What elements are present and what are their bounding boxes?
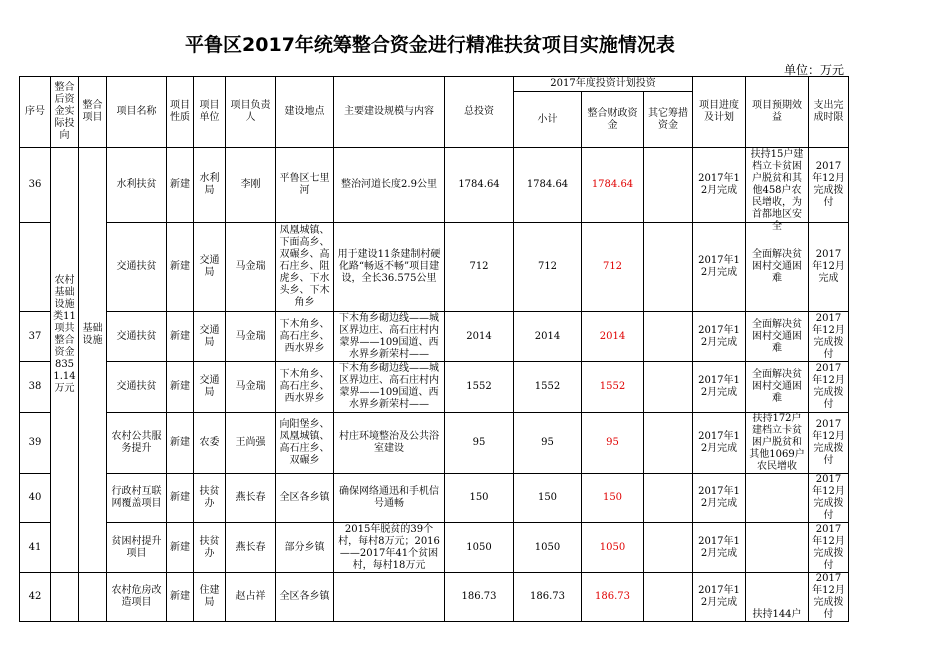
cell-subtotal: 95 bbox=[514, 413, 582, 474]
table-row bbox=[20, 148, 849, 223]
cell-name: 交通扶贫 bbox=[107, 362, 167, 413]
scale-text: 下木角乡砌边线——城区界边庄、高石庄村内蒙界——109国道、西水界乡新荣村—— bbox=[339, 312, 439, 360]
cell-fiscal: 1784.64 bbox=[582, 148, 644, 223]
cell-other bbox=[644, 223, 693, 312]
cell-fiscal: 186.73 bbox=[582, 573, 644, 622]
cell-nature: 新建 bbox=[167, 312, 194, 362]
header-project-type: 整合项目 bbox=[79, 77, 107, 148]
unit-label: 单位：万元 bbox=[783, 63, 844, 77]
cell-scale: 用于建设11条建制村硬化路“畅返不畅”项目建设，全长36.575公里 bbox=[334, 223, 445, 312]
cell-name: 农村公共服务提升 bbox=[107, 413, 167, 474]
cell-other bbox=[644, 413, 693, 474]
cell-fiscal: 2014 bbox=[582, 312, 644, 362]
cell-leader: 王尚强 bbox=[226, 413, 276, 474]
cell-benefit: 全面解决贫困村交通困难 bbox=[746, 362, 809, 413]
cell-deadline: 2017年12月完成拨付 bbox=[809, 573, 849, 622]
cell-leader: 赵占祥 bbox=[226, 573, 276, 622]
cell-progress: 2017年12月完成 bbox=[693, 223, 746, 312]
cell-fiscal: 95 bbox=[582, 413, 644, 474]
cell-location: 下木角乡、高石庄乡、西水界乡 bbox=[276, 362, 334, 413]
cell-scale: 村庄环境整治及公共浴室建设 bbox=[334, 413, 445, 474]
cell-deadline: 2017年12月完成 bbox=[809, 223, 849, 312]
cell-seq bbox=[20, 223, 51, 312]
cell-location: 平鲁区七里河 bbox=[276, 148, 334, 223]
cell-deadline: 2017年12月完成拨付 bbox=[809, 523, 849, 573]
cell-benefit: 全面解决贫困村交通困难 bbox=[746, 312, 809, 362]
cell-progress: 2017年12月完成 bbox=[693, 413, 746, 474]
cell-benefit bbox=[746, 474, 809, 523]
cell-leader: 燕长春 bbox=[226, 523, 276, 573]
cell-progress: 2017年12月完成 bbox=[693, 474, 746, 523]
cell-subtotal: 150 bbox=[514, 474, 582, 523]
cell-name: 行政村互联网覆盖项目 bbox=[107, 474, 167, 523]
cell-leader: 马金瑞 bbox=[226, 223, 276, 312]
cell-location: 部分乡镇 bbox=[276, 523, 334, 573]
cell-total: 95 bbox=[445, 413, 514, 474]
table-row bbox=[20, 223, 849, 312]
cell-other bbox=[644, 474, 693, 523]
cell-total: 186.73 bbox=[445, 573, 514, 622]
cell-nature: 新建 bbox=[167, 573, 194, 622]
cell-location: 全区各乡镇 bbox=[276, 474, 334, 523]
cell-scale: 确保网络通迅和手机信号通畅 bbox=[334, 474, 445, 523]
scale-text: 下木角乡砌边线——城区界边庄、高石庄村内蒙界——109国道、西水界乡新荣村—— bbox=[339, 363, 439, 410]
table-row bbox=[20, 523, 849, 573]
cell-deadline: 2017年12月完成拨付 bbox=[809, 362, 849, 413]
project-table bbox=[19, 76, 849, 622]
header-progress: 项目进度及计划 bbox=[693, 77, 746, 148]
cell-leader: 李刚 bbox=[226, 148, 276, 223]
cell-nature: 新建 bbox=[167, 413, 194, 474]
cell-other bbox=[644, 148, 693, 223]
cell-benefit bbox=[746, 523, 809, 573]
cell-leader: 马金瑞 bbox=[226, 362, 276, 413]
table-row bbox=[20, 573, 849, 622]
cell-name: 交通扶贫 bbox=[107, 223, 167, 312]
cell-scale bbox=[334, 362, 445, 413]
benefit-text: 扶持15户建档立卡贫困户脱贫和其他458户农民增收，为首都地区安全 bbox=[750, 149, 804, 232]
cell-dept: 水利局 bbox=[194, 148, 226, 223]
header-deadline: 支出完成时限 bbox=[809, 77, 849, 148]
cell-progress: 2017年12月完成 bbox=[693, 312, 746, 362]
cell-deadline: 2017年12月完成拨付 bbox=[809, 148, 849, 223]
cell-total: 1784.64 bbox=[445, 148, 514, 223]
page-title: 平鲁区2017年统筹整合资金进行精准扶贫项目实施情况表 bbox=[185, 34, 675, 56]
cell-dept: 交通局 bbox=[194, 362, 226, 413]
header-subtotal: 小计 bbox=[514, 92, 582, 148]
cell-seq: 41 bbox=[20, 523, 51, 573]
cell-total: 1050 bbox=[445, 523, 514, 573]
cell-dept: 扶贫办 bbox=[194, 523, 226, 573]
cell-nature: 新建 bbox=[167, 523, 194, 573]
cell-seq: 42 bbox=[20, 573, 51, 622]
cell-deadline: 2017年12月完成拨付 bbox=[809, 474, 849, 523]
cell-seq: 37 bbox=[20, 312, 51, 362]
table-row bbox=[20, 474, 849, 523]
cell-scale bbox=[334, 312, 445, 362]
header-dept: 项目单位 bbox=[194, 77, 226, 148]
cell-subtotal: 1552 bbox=[514, 362, 582, 413]
cell-deadline: 2017年12月完成拨付 bbox=[809, 312, 849, 362]
cell-dept: 农委 bbox=[194, 413, 226, 474]
cell-subtotal: 1784.64 bbox=[514, 148, 582, 223]
cell-fiscal: 1552 bbox=[582, 362, 644, 413]
cell-benefit: 扶持172户建档立卡贫困户脱贫和其他1069户农民增收 bbox=[746, 413, 809, 474]
table-row bbox=[20, 413, 849, 474]
cell-seq: 40 bbox=[20, 474, 51, 523]
cell-fiscal: 712 bbox=[582, 223, 644, 312]
header-row-1 bbox=[20, 77, 849, 92]
cell-benefit: 扶持144户 bbox=[746, 573, 809, 622]
cell-project-type: 基础设施 bbox=[79, 148, 107, 523]
header-leader: 项目负责人 bbox=[226, 77, 276, 148]
cell-actual-fund-empty bbox=[51, 573, 79, 622]
cell-other bbox=[644, 523, 693, 573]
cell-name: 水利扶贫 bbox=[107, 148, 167, 223]
header-location: 建设地点 bbox=[276, 77, 334, 148]
cell-total: 150 bbox=[445, 474, 514, 523]
cell-scale: 整治河道长度2.9公里 bbox=[334, 148, 445, 223]
header-nature: 项目性质 bbox=[167, 77, 194, 148]
cell-actual-fund-empty bbox=[51, 523, 79, 573]
cell-nature: 新建 bbox=[167, 474, 194, 523]
cell-subtotal: 186.73 bbox=[514, 573, 582, 622]
cell-seq: 39 bbox=[20, 413, 51, 474]
cell-nature: 新建 bbox=[167, 362, 194, 413]
header-actual-fund: 整合后资金实际投向 bbox=[51, 77, 79, 148]
cell-leader: 马金瑞 bbox=[226, 312, 276, 362]
cell-subtotal: 1050 bbox=[514, 523, 582, 573]
header-scale: 主要建设规模与内容 bbox=[334, 77, 445, 148]
cell-total: 1552 bbox=[445, 362, 514, 413]
cell-progress: 2017年12月完成 bbox=[693, 148, 746, 223]
cell-dept: 交通局 bbox=[194, 223, 226, 312]
cell-name: 交通扶贫 bbox=[107, 312, 167, 362]
cell-project-type-empty bbox=[79, 523, 107, 573]
cell-other bbox=[644, 362, 693, 413]
header-name: 项目名称 bbox=[107, 77, 167, 148]
cell-benefit bbox=[746, 148, 809, 232]
cell-total: 712 bbox=[445, 223, 514, 312]
cell-seq: 36 bbox=[20, 148, 51, 223]
cell-scale bbox=[334, 573, 445, 622]
header-fiscal: 整合财政资金 bbox=[582, 92, 644, 148]
cell-other bbox=[644, 312, 693, 362]
cell-seq: 38 bbox=[20, 362, 51, 413]
cell-deadline: 2017年12月完成拨付 bbox=[809, 413, 849, 474]
header-plan-group: 2017年度投资计划投资 bbox=[514, 77, 693, 92]
cell-subtotal: 2014 bbox=[514, 312, 582, 362]
cell-location: 凤凰城镇、下面高乡、双碾乡、高石庄乡、阻虎乡、下水头乡、下木角乡 bbox=[276, 223, 334, 312]
cell-benefit: 全面解决贫困村交通困难 bbox=[746, 223, 809, 312]
cell-actual-fund: 农村基础设施类11项共整合资金8351.14万元 bbox=[51, 148, 79, 523]
cell-progress: 2017年12月完成 bbox=[693, 523, 746, 573]
cell-dept: 交通局 bbox=[194, 312, 226, 362]
table-row bbox=[20, 362, 849, 413]
cell-nature: 新建 bbox=[167, 148, 194, 223]
table-row bbox=[20, 312, 849, 362]
header-seq: 序号 bbox=[20, 77, 51, 148]
cell-total: 2014 bbox=[445, 312, 514, 362]
header-other: 其它筹措资金 bbox=[644, 92, 693, 148]
cell-location: 全区各乡镇 bbox=[276, 573, 334, 622]
cell-name: 农村危房改造项目 bbox=[107, 573, 167, 622]
cell-other bbox=[644, 573, 693, 622]
cell-fiscal: 150 bbox=[582, 474, 644, 523]
cell-scale: 2015年脱贫的39个村，每村8万元；2016——2017年41个贫困村，每村18万元 bbox=[334, 523, 445, 573]
cell-project-type-empty bbox=[79, 573, 107, 622]
cell-dept: 住建局 bbox=[194, 573, 226, 622]
cell-location: 下木角乡、高石庄乡、西水界乡 bbox=[276, 312, 334, 362]
cell-dept: 扶贫办 bbox=[194, 474, 226, 523]
cell-leader: 燕长春 bbox=[226, 474, 276, 523]
header-benefit: 项目预期效益 bbox=[746, 77, 809, 148]
cell-progress: 2017年12月完成 bbox=[693, 573, 746, 622]
cell-location: 向阳堡乡、凤凰城镇、高石庄乡、双碾乡 bbox=[276, 413, 334, 474]
cell-progress: 2017年12月完成 bbox=[693, 362, 746, 413]
cell-name: 贫困村提升项目 bbox=[107, 523, 167, 573]
cell-fiscal: 1050 bbox=[582, 523, 644, 573]
header-total: 总投资 bbox=[445, 77, 514, 148]
cell-subtotal: 712 bbox=[514, 223, 582, 312]
cell-nature: 新建 bbox=[167, 223, 194, 312]
